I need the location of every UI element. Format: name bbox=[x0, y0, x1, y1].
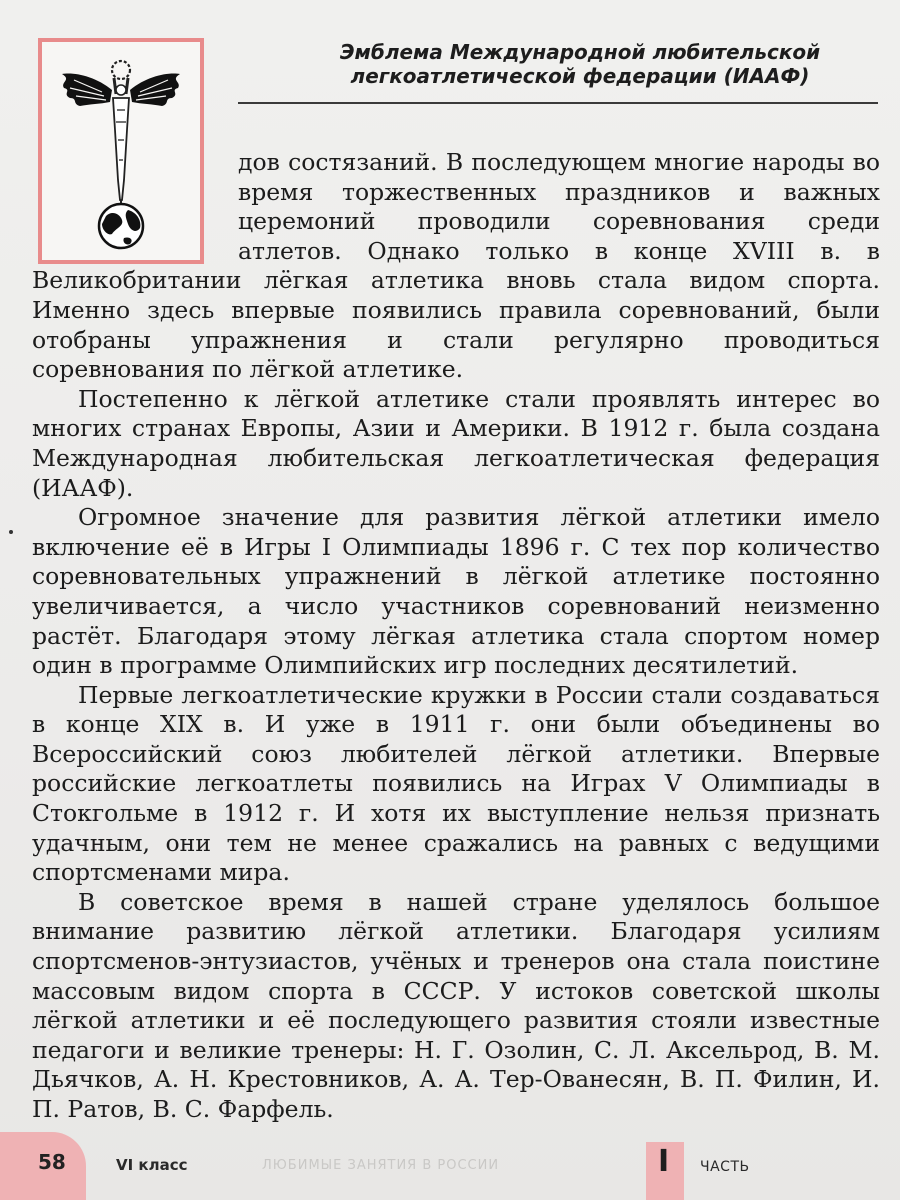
grade-label: VI класс bbox=[116, 1156, 188, 1174]
caption-line-2: легкоатлетической федерации (ИААФ) bbox=[350, 64, 810, 88]
page-number: 58 bbox=[38, 1150, 66, 1174]
paragraph-1: дов состязаний. В последующем многие народы во время торжественных праздников и важных церемоний проводили соревнования среди атлетов. Однако только в конце XVIII в. в Великобритании лёгкая атлетика вновь стала видом спорта. Именно здесь впервые появились правила соревнований, были отобраны упражнения и стали регулярно проводиться соревнования по лёгкой атлетике. bbox=[32, 148, 880, 384]
paragraph-5: В советское время в нашей стране уделялось большое внимание развитию лёгкой атлетики. Благодаря усилиям спортсменов-энтузиастов, учёных и тренеров она стала поистине массовым видом спорта в СССР. У истоков советской школы лёгкой атлетики и её последующего развития стояли известные педагоги и великие тренеры: Н. Г. Озолин, С. Л. Аксельрод, В. М. Дьячков, А. Н. Крестовников, А. А. Тер-Ованесян, В. П. Филин, И. П. Ратов, В. С. Фарфель. bbox=[32, 887, 880, 1123]
figure-caption bbox=[300, 40, 860, 88]
body-text bbox=[32, 148, 880, 1125]
margin-mark bbox=[9, 530, 13, 534]
paragraph-4: Первые легкоатлетические кружки в России стали создаваться в конце XIX в. И уже в 1911 г. они были объединены во Всероссийский союз любителей лёгкой атлетики. Впервые российские легкоатлеты появились на Играх V Олимпиады в Стокгольме в 1912 г. И хотя их выступление нельзя признать удачным, они тем не менее сражались на равных с ведущими спортсменами мира. bbox=[32, 680, 880, 887]
paragraph-3: Огромное значение для развития лёгкой атлетики имело включение её в Игры I Олимпиады 1896 г. С тех пор количество соревновательных упражнений в лёгкой атлетике постоянно увеличивается, а число участников соревнований неизменно растёт. Благодаря этому лёгкая атлетика стала спортом номер один в программе Олимпийских игр последних десятилетий. bbox=[32, 503, 880, 680]
emblem-float-spacer bbox=[32, 148, 238, 266]
caption-line-1: Эмблема Международной любительской bbox=[339, 40, 821, 64]
paragraph-2: Постепенно к лёгкой атлетике стали проявлять интерес во многих странах Европы, Азии и Америки. В 1912 г. была создана Международная любительская легкоатлетическая федерация (ИААФ). bbox=[32, 384, 880, 502]
caption-divider bbox=[238, 102, 878, 104]
running-header-faded: ЛЮБИМЫЕ ЗАНЯТИЯ В РОССИИ bbox=[262, 1158, 500, 1173]
page-footer bbox=[0, 1130, 900, 1200]
part-number: I bbox=[658, 1144, 670, 1179]
part-label: ЧАСТЬ bbox=[700, 1159, 750, 1175]
